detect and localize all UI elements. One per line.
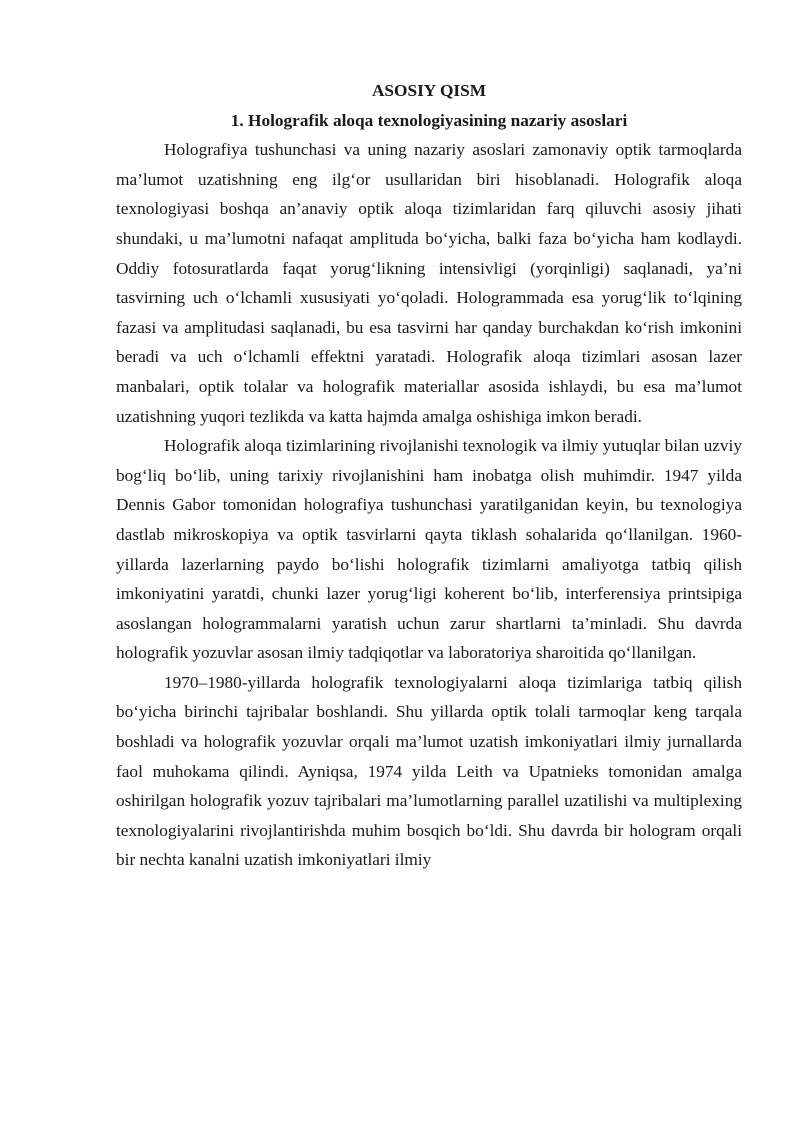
subsection-title: 1. Holografik aloqa texnologiyasining nazariy asoslari <box>230 110 628 130</box>
paragraph-history: Holografik aloqa tizimlarining rivojlanishi texnologik va ilmiy yutuqlar bilan uzviy bog‘liq bo‘lib, uning tarixiy rivojlanishini ham inobatga olish muhimdir. 1947 yilda Dennis Gabor tomonidan holografiya tushunchasi yaratilganidan keyin, bu texnologiya dastlab mikroskopiya va optik tasvirlarni qayta tiklash sohalarida qo‘llanilgan. 1960-yillarda lazerlarning paydo bo‘lishi holografik tizimlarni amaliyotga tatbiq qilish imkoniyatini yaratdi, chunki lazer yorug‘ligi koherent bo‘lib, interferensiya printsipiga asoslangan hologrammalarni yaratish uchun zarur shartlarni ta’minladi. Shu davrda holografik yozuvlar asosan ilmiy tadqiqotlar va laboratoriya sharoitida qo‘llanilgan. <box>116 436 742 663</box>
paragraph-1970-1980: 1970–1980-yillarda holografik texnologiyalarni aloqa tizimlariga tatbiq qilish bo‘yicha birinchi tajribalar boshlandi. Shu yillarda optik tolali tarmoqlar keng tarqala boshladi va holografik yozuvlar orqali ma’lumot uzatish imkoniyatlari ilmiy jurnallarda faol muhokama qilindi. Ayniqsa, 1974 yilda Leith va Upatnieks tomonidan amalga oshirilgan holografik yozuv tajribalari ma’lumotlarning parallel uzatilishi va multiplexing texnologiyalarini rivojlantirishda muhim bosqich bo‘ldi. Shu davrda bir hologram orqali bir nechta kanalni uzatish imkoniyatlari ilmiy <box>116 672 742 870</box>
paragraph-holography-basics: Holografiya tushunchasi va uning nazariy asoslari zamonaviy optik tarmoqlarda ma’lumot uzatishning eng ilg‘or usullaridan biri hisoblanadi. Holografik aloqa texnologiyasi boshqa an’anaviy optik aloqa tizimlaridan farq qiluvchi asosiy jihati shundaki, u ma’lumotni nafaqat amplituda bo‘yicha, balki faza bo‘yicha ham kodlaydi. Oddiy fotosuratlarda faqat yorug‘likning intensivligi (yorqinligi) saqlanadi, ya’ni tasvirning uch o‘lchamli xususiyati yo‘qoladi. Hologrammada esa yorug‘lik to‘lqining fazasi va amplitudasi saqlanadi, bu esa tasvirni har qanday burchakdan ko‘rish imkonini beradi va uch o‘lchamli effektni yaratadi. Holografik aloqa tizimlari asosan lazer manbalari, optik tolalar va holografik materiallar asosida ishlaydi, bu esa ma’lumot uzatishning yuqori tezlikda va katta hajmda amalga oshishiga imkon beradi. <box>116 140 742 426</box>
section-title: ASOSIY QISM <box>371 81 487 100</box>
document-page <box>116 76 742 875</box>
